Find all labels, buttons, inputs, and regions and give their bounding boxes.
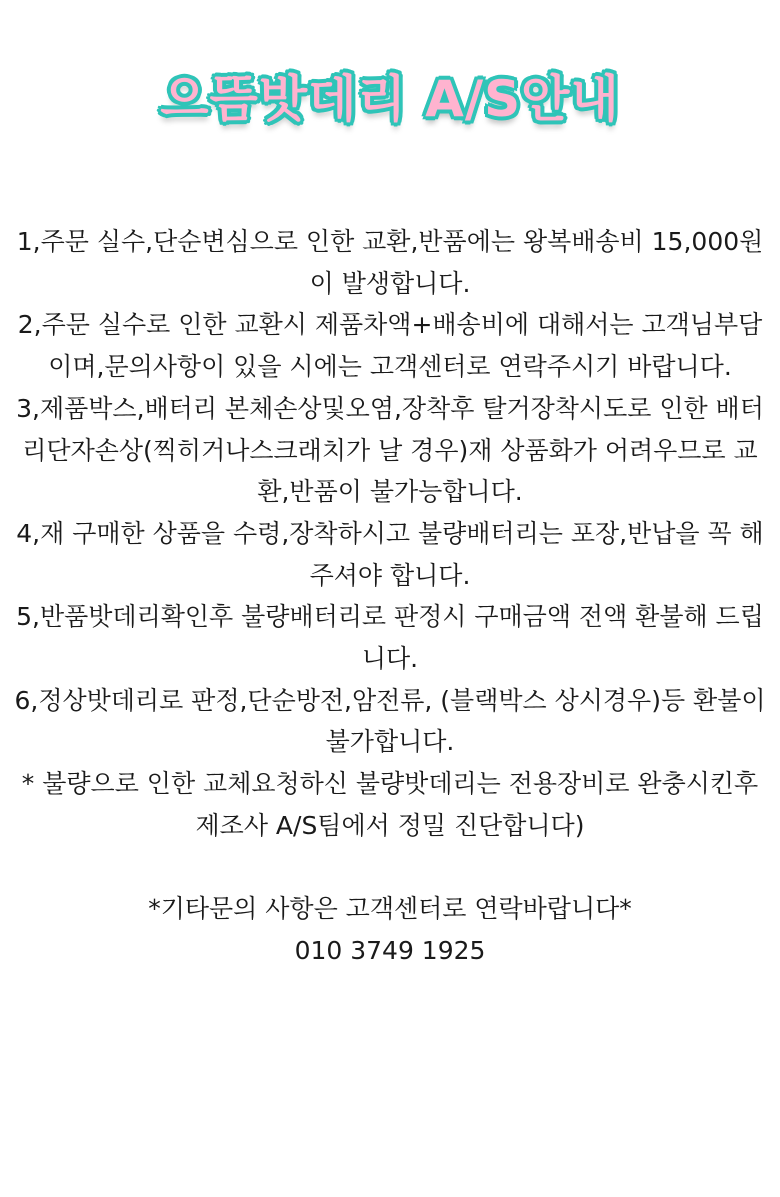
notice-item-2: 2,주문 실수로 인한 교환시 제품차액+배송비에 대해서는 고객님부담이며,문의사항이 있을 시에는 고객센터로 연락주시기 바랍니다. [17,310,763,382]
section-spacer [14,847,766,889]
notice-item-3: 3,제품박스,배터리 본체손상및오염,장착후 탈거장착시도로 인한 배터리단자손상(찍히거나스크래치가 날 경우)재 상품화가 어려우므로 교환,반품이 불가능합니다. [16,393,764,507]
contact-message: *기타문의 사항은 고객센터로 연락바랍니다* [148,894,632,924]
notice-item-4: 4,재 구매한 상품을 수령,장착하시고 불량배터리는 포장,반납을 꼭 해주셔야 합니다. [16,518,764,590]
title-banner [0,62,780,136]
notice-item-1: 1,주문 실수,단순변심으로 인한 교환,반품에는 왕복배송비 15,000원이 발생합니다. [16,227,764,298]
page-title: 으뜸밧데리 A/S안내 [160,70,620,128]
notice-body [14,221,766,972]
notice-item-6: 6,정상밧데리로 판정,단순방전,암전류, (블랙박스 상시경우)등 환불이 불가합니다. [14,685,766,757]
notice-item-5: 5,반품밧데리확인후 불량배터리로 판정시 구매금액 전액 환불해 드립니다. [16,602,764,674]
contact-phone: 010 3749 1925 [294,935,486,965]
notice-footnote: * 불량으로 인한 교체요청하신 불량밧데리는 전용장비로 완충시킨후 제조사 A/S팀에서 정밀 진단합니다) [21,769,759,840]
